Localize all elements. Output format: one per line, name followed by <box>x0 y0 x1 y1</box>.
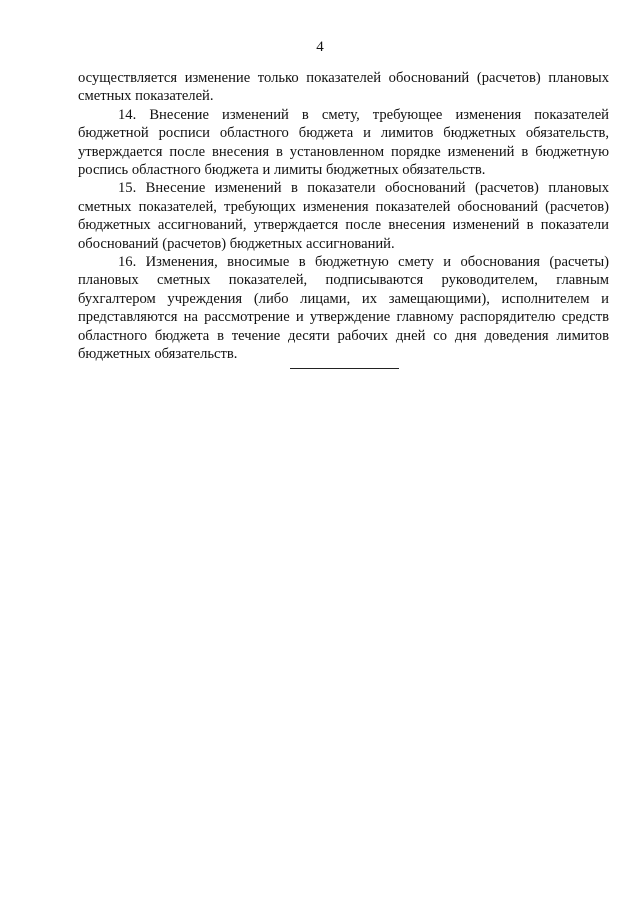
paragraph-item-15: 15. Внесение изменений в показатели обоснований (расчетов) плановых сметных показателей, требующих изменения показателей обоснований (расчетов) бюджетных ассигнований, утверждается после внесения изменений в показатели обоснований (расчетов) бюджетных ассигнований. <box>78 180 609 252</box>
paragraph-continuation: осуществляется изменение только показателей обоснований (расчетов) плановых сметных показателей. <box>78 70 609 105</box>
paragraph-item-16: 16. Изменения, вносимые в бюджетную смету и обоснования (расчеты) плановых сметных показателей, подписываются руководителем, главным бухгалтером учреждения (либо лицами, их замещающими), исполнителем и представляются на рассмотрение и утверждение главному распорядителю средств областного бюджета в течение десяти рабочих дней со дня доведения лимитов бюджетных обязательств. <box>78 254 609 363</box>
document-body <box>78 69 609 364</box>
paragraph-item-14: 14. Внесение изменений в смету, требующее изменения показателей бюджетной росписи областного бюджета и лимитов бюджетных обязательств, утверждается после внесения в установленном порядке изменений в бюджетную роспись областного бюджета и лимиты бюджетных обязательств. <box>78 106 609 179</box>
end-separator-line <box>290 368 399 369</box>
page-number: 4 <box>316 39 324 55</box>
